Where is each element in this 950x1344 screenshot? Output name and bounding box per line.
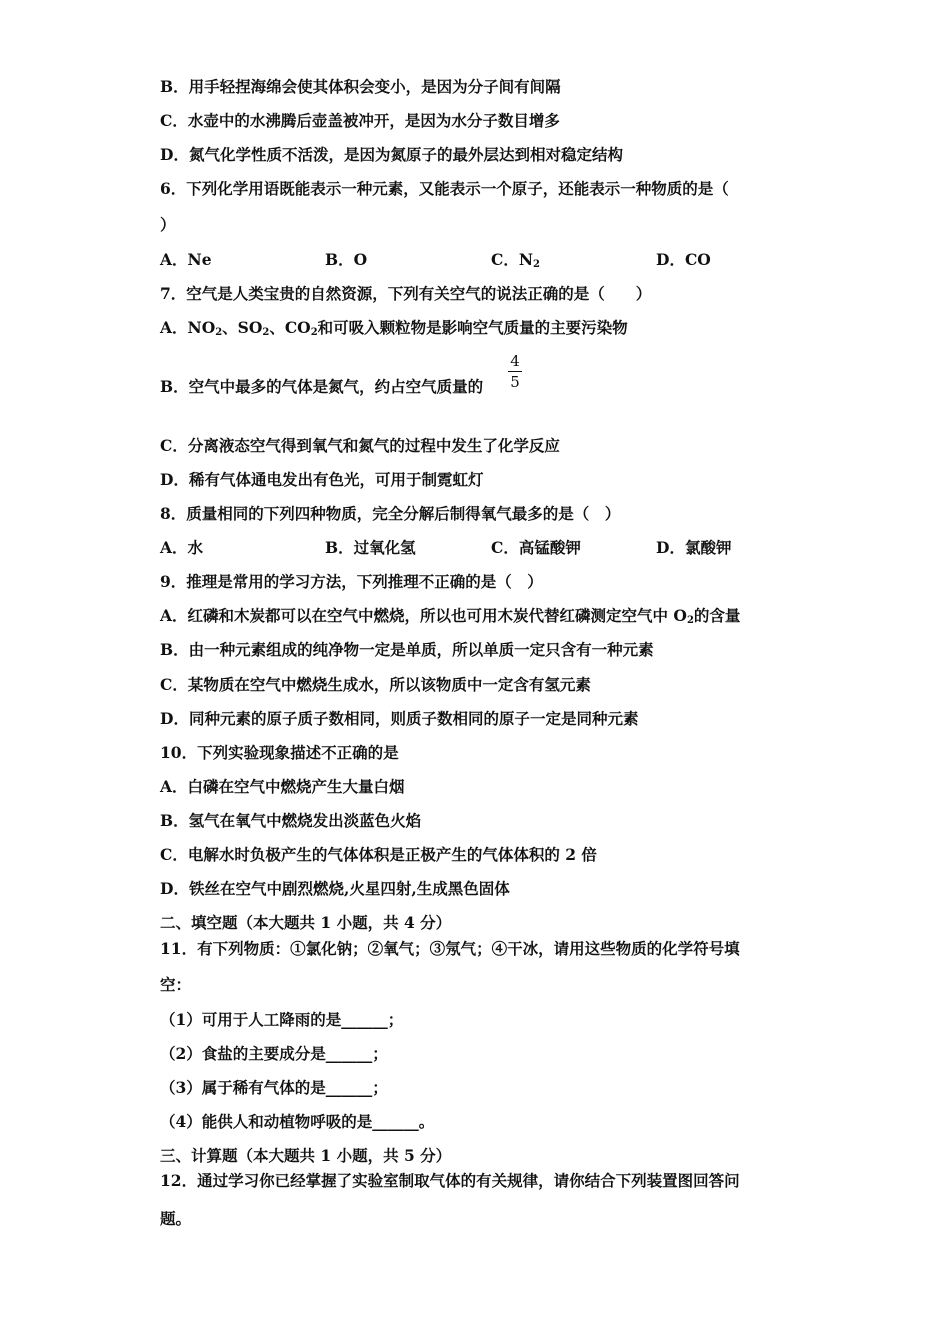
q6-option-b: B．O [325, 250, 368, 269]
q11-stem-cont: 空： [160, 975, 192, 994]
q7-option-c: C．分离液态空气得到氧气和氮气的过程中发生了化学反应 [160, 436, 560, 455]
q11-part-2: （2）食盐的主要成分是______； [160, 1044, 388, 1063]
q10-stem: 10．下列实验现象描述不正确的是 [160, 743, 399, 762]
q9-option-b: B．由一种元素组成的纯净物一定是单质，所以单质一定只含有一种元素 [160, 640, 654, 659]
q9-option-c: C．某物质在空气中燃烧生成水，所以该物质中一定含有氢元素 [160, 675, 591, 694]
q7-option-d: D．稀有气体通电发出有色光，可用于制霓虹灯 [160, 470, 484, 489]
q10-option-d: D．铁丝在空气中剧烈燃烧,火星四射,生成黑色固体 [160, 879, 510, 898]
q8-option-b: B．过氧化氢 [325, 538, 416, 557]
q6-option-d: D．CO [656, 250, 711, 269]
fraction-numerator: 4 [510, 352, 520, 370]
q8-option-c: C．高锰酸钾 [491, 538, 581, 557]
fraction-bar [508, 371, 522, 372]
q6-option-a: A．Ne [160, 250, 212, 269]
q11-stem: 11．有下列物质：①氯化钠；②氧气；③氖气；④干冰，请用这些物质的化学符号填 [160, 939, 740, 958]
q8-option-d: D．氯酸钾 [656, 538, 732, 557]
q6-stem: 6．下列化学用语既能表示一种元素，又能表示一个原子，还能表示一种物质的是（ [160, 179, 729, 198]
q11-part-1: （1）可用于人工降雨的是______； [160, 1010, 404, 1029]
section-calculation-title: 三、计算题（本大题共 1 小题，共 5 分） [160, 1146, 452, 1165]
q9-option-a: A．红磷和木炭都可以在空气中燃烧，所以也可用木炭代替红磷测定空气中 $O_2$的含量 [160, 606, 741, 626]
fraction-four-fifths [508, 352, 522, 391]
q5-option-c: C．水壶中的水沸腾后壶盖被冲开，是因为水分子数目增多 [160, 111, 560, 130]
q11-part-3: （3）属于稀有气体的是______； [160, 1078, 388, 1097]
q5-option-d: D．氮气化学性质不活泼，是因为氮原子的最外层达到相对稳定结构 [160, 145, 623, 164]
q9-option-d: D．同种元素的原子质子数相同，则质子数相同的原子一定是同种元素 [160, 709, 639, 728]
q10-option-a: A．白磷在空气中燃烧产生大量白烟 [160, 777, 405, 796]
q9-stem: 9．推理是常用的学习方法，下列推理不正确的是（ ） [160, 572, 543, 591]
q6-stem-end: ） [160, 215, 176, 234]
q8-option-a: A．水 [160, 538, 204, 557]
fraction-denominator: 5 [510, 373, 520, 391]
section-fill-in-title: 二、填空题（本大题共 1 小题，共 4 分） [160, 913, 452, 932]
q12-stem-cont: 题。 [160, 1209, 192, 1228]
q10-option-b: B．氢气在氧气中燃烧发出淡蓝色火焰 [160, 811, 422, 830]
q7-option-b: B．空气中最多的气体是氮气，约占空气质量的 [160, 377, 484, 396]
q6-option-c: C．$N_2$ [491, 250, 540, 270]
q5-option-b: B．用手轻捏海绵会使其体积会变小，是因为分子间有间隔 [160, 77, 561, 96]
q11-part-4: （4）能供人和动植物呼吸的是______。 [160, 1112, 435, 1131]
q10-option-c: C．电解水时负极产生的气体体积是正极产生的气体体积的 2 倍 [160, 845, 597, 864]
q7-stem: 7．空气是人类宝贵的自然资源，下列有关空气的说法正确的是（ ） [160, 284, 652, 303]
q12-stem: 12．通过学习你已经掌握了实验室制取气体的有关规律，请你结合下列装置图回答问 [160, 1171, 740, 1190]
q8-stem: 8．质量相同的下列四种物质，完全分解后制得氧气最多的是（ ） [160, 504, 621, 523]
q7-option-a: A．$NO_2$、$SO_2$、$CO_2$和可吸入颗粒物是影响空气质量的主要污染物 [160, 318, 628, 338]
